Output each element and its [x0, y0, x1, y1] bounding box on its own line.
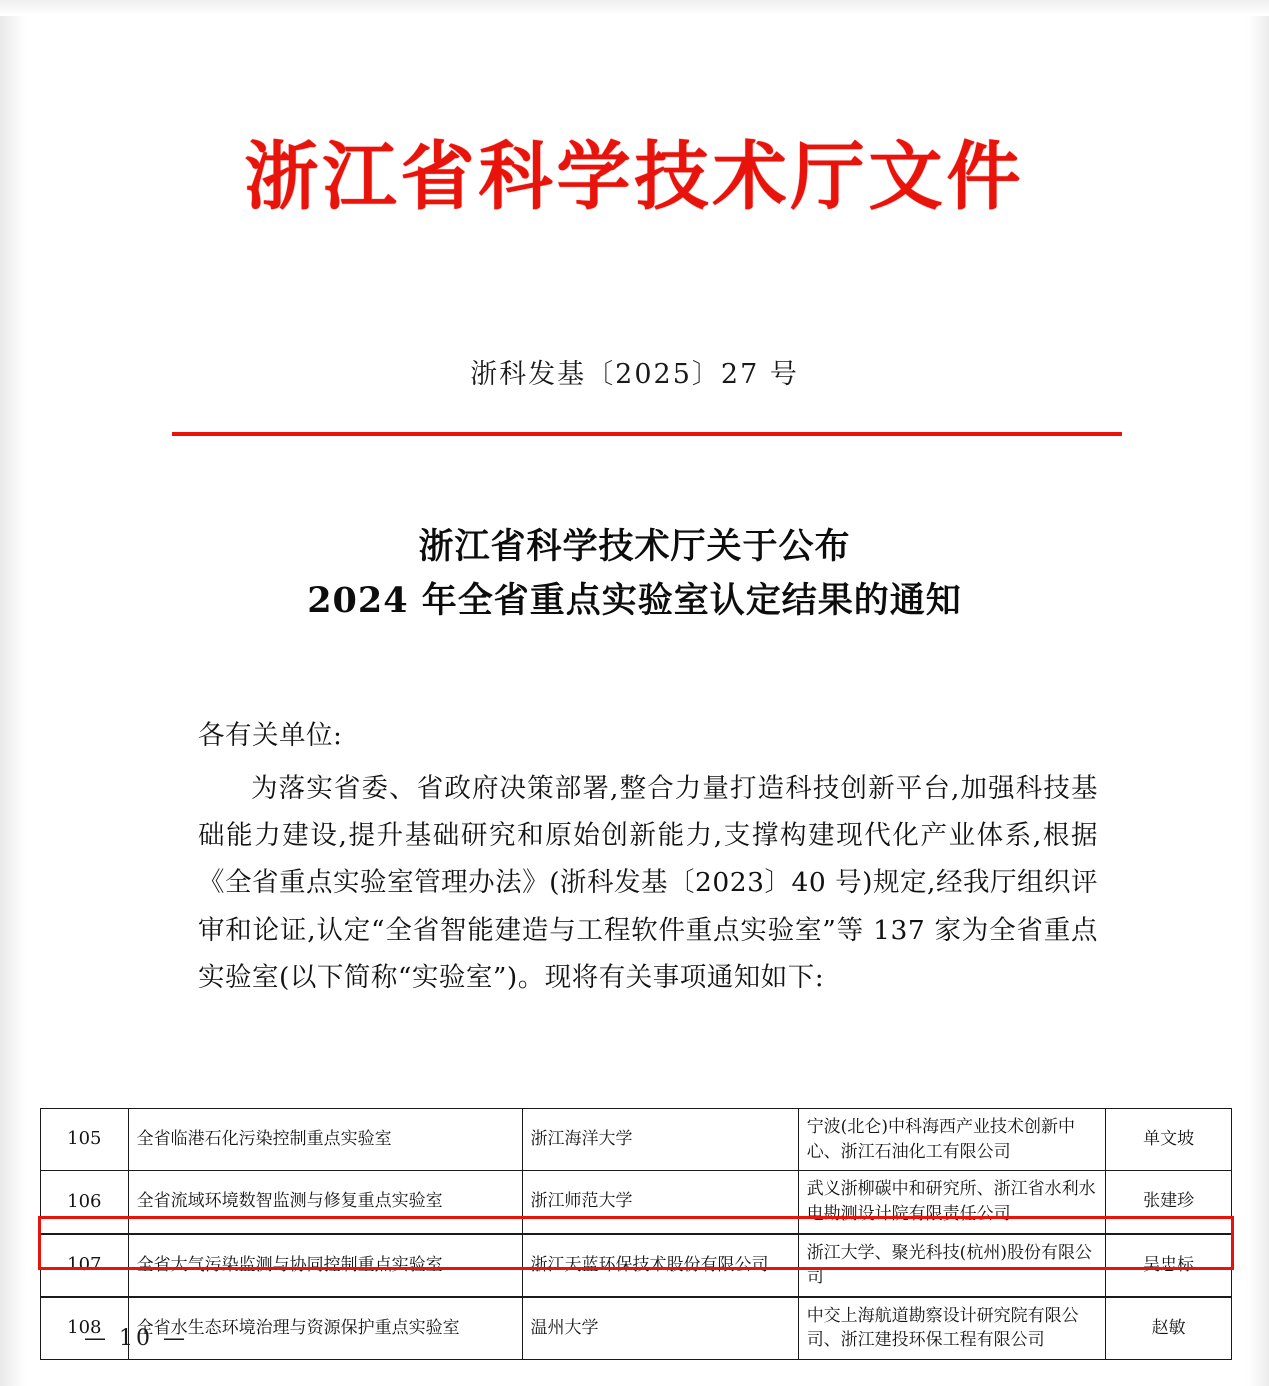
row-no: 105 [41, 1109, 129, 1171]
row-partner-units: 浙江大学、聚光科技(杭州)股份有限公司 [798, 1234, 1106, 1297]
row-host-unit: 温州大学 [522, 1297, 798, 1360]
row-partner-units: 武义浙柳碳中和研究所、浙江省水利水电勘测设计院有限责任公司 [798, 1171, 1106, 1234]
row-host-unit: 浙江师范大学 [522, 1171, 798, 1234]
table-row [41, 1171, 1232, 1234]
table-row-highlighted [41, 1234, 1232, 1297]
body-text [198, 712, 1098, 1001]
body-paragraph: 为落实省委、省政府决策部署,整合力量打造科技创新平台,加强科技基础能力建设,提升基础研究和原始创新能力,支撑构建现代化产业体系,根据《全省重点实验室管理办法》(浙科发基〔2023〕40 号)规定,经我厅组织评审和论证,认定“全省智能建造与工程软件重点实验室”等 137 家为全省重点实验室(以下简称“实验室”)。现将有关事项通知如下: [198, 773, 1098, 993]
table-row [41, 1297, 1232, 1360]
row-host-unit: 浙江天蓝环保技术股份有限公司 [522, 1234, 798, 1297]
row-person: 单文坡 [1106, 1109, 1232, 1171]
row-lab-name: 全省流域环境数智监测与修复重点实验室 [128, 1171, 522, 1234]
row-person: 张建珍 [1106, 1171, 1232, 1234]
page-top-edge-shadow [0, 0, 1269, 16]
row-no: 106 [41, 1171, 129, 1234]
page-number: — 10 — [84, 1326, 188, 1351]
salutation: 各有关单位: [198, 720, 343, 751]
table-row [41, 1109, 1232, 1171]
red-divider-rule [172, 432, 1122, 436]
document-number: 浙科发基〔2025〕27 号 [470, 359, 799, 390]
notice-title [0, 520, 1269, 629]
row-lab-name: 全省临港石化污染控制重点实验室 [128, 1109, 522, 1171]
row-partner-units: 宁波(北仑)中科海西产业技术创新中心、浙江石油化工有限公司 [798, 1109, 1106, 1171]
row-person: 吴忠标 [1106, 1234, 1232, 1297]
row-no: 108 [41, 1297, 129, 1360]
row-lab-name: 全省水生态环境治理与资源保护重点实验室 [128, 1297, 522, 1360]
lab-list-table-wrap [40, 1108, 1232, 1360]
notice-title-line-1: 浙江省科学技术厅关于公布 [418, 526, 851, 567]
row-lab-name: 全省大气污染监测与协同控制重点实验室 [128, 1234, 522, 1297]
row-person: 赵敏 [1106, 1297, 1232, 1360]
notice-title-line-2: 2024 年全省重点实验室认定结果的通知 [307, 580, 962, 622]
row-partner-units: 中交上海航道勘察设计研究院有限公司、浙江建投环保工程有限公司 [798, 1297, 1106, 1360]
row-host-unit: 浙江海洋大学 [522, 1109, 798, 1171]
lab-list-table-body [41, 1109, 1232, 1360]
lab-list-table [40, 1108, 1232, 1360]
document-title: 浙江省科学技术厅文件 [244, 134, 1025, 220]
row-no: 107 [41, 1234, 129, 1297]
